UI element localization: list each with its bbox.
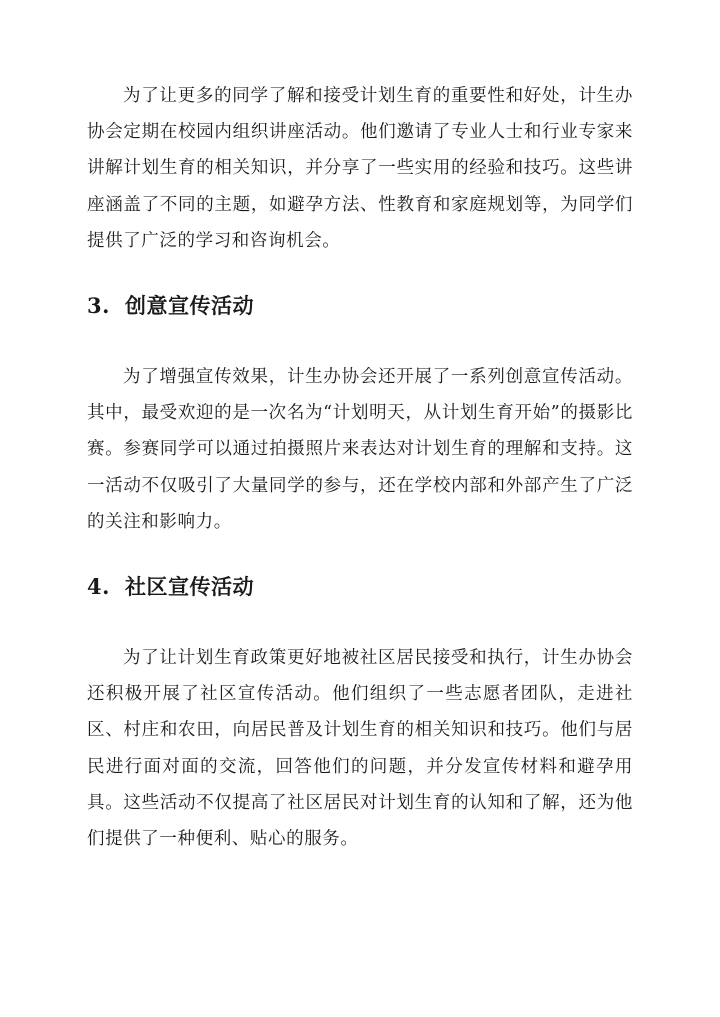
section-title-4: 社区宣传活动	[125, 574, 254, 600]
paragraph-community-activities: 为了让计划生育政策更好地被社区居民接受和执行，计生办协会还积极开展了社区宣传活动。他们组织了一些志愿者团队，走进社区、村庄和农田，向居民普及计划生育的相关知识和技巧。他们与居民进行面对面的交流，回答他们的问题，并分发宣传材料和避孕用具。这些活动不仅提高了社区居民对计划生育的认知和了解，还为他们提供了一种便利、贴心的服务。	[87, 648, 633, 850]
section-heading-4	[87, 572, 633, 602]
section-heading-3	[87, 291, 633, 321]
document-page	[87, 78, 633, 857]
paragraph-creative-activities: 为了增强宣传效果，计生办协会还开展了一系列创意宣传活动。其中，最受欢迎的是一次名为“计划明天，从计划生育开始”的摄影比赛。参赛同学可以通过拍摄照片来表达对计划生育的理解和支持。这一活动不仅吸引了大量同学的参与，还在学校内部和外部产生了广泛的关注和影响力。	[87, 367, 633, 532]
section-number-4: 4.	[87, 574, 110, 600]
paragraph-lecture-activities: 为了让更多的同学了解和接受计划生育的重要性和好处，计生办协会定期在校园内组织讲座活动。他们邀请了专业人士和行业专家来讲解计划生育的相关知识，并分享了一些实用的经验和技巧。这些讲座涵盖了不同的主题，如避孕方法、性教育和家庭规划等，为同学们提供了广泛的学习和咨询机会。	[87, 86, 633, 251]
section-title-3: 创意宣传活动	[125, 293, 254, 319]
section-number-3: 3.	[87, 293, 110, 319]
